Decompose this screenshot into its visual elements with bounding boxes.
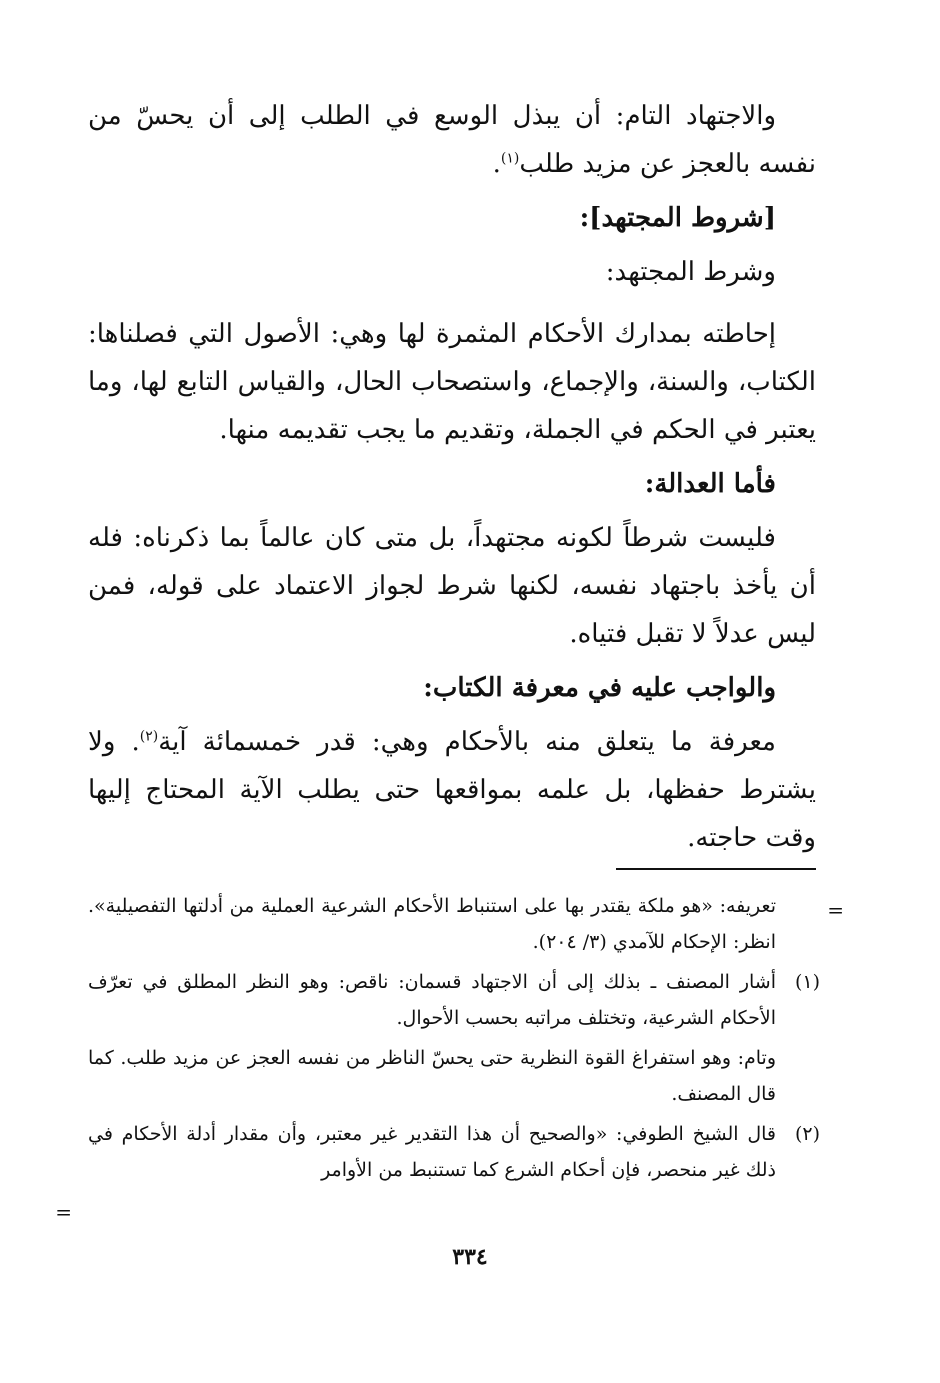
paragraph-justice: فليست شرطاً لكونه مجتهداً، بل متى كان عالماً بما ذكرناه: فله أن يأخذ باجتهاد نفسه، لكنها شرط لجواز الاعتماد على قوله، فمن ليس عدلاً لا تقبل فتياه. (88, 523, 816, 649)
footnote-text: أشار المصنف ـ بذلك إلى أن الاجتهاد قسمان: ناقص: وهو النظر المطلق في تعرّف الأحكام الشرعية، وتختلف مراتبه بحسب الأحوال. (88, 971, 776, 1029)
paragraph-text: والاجتهاد التام: أن يبذل الوسع في الطلب إلى أن يحسّ من نفسه بالعجز عن مزيد طلب (88, 101, 816, 179)
continuation-mark-bottom: = (55, 1200, 72, 1224)
page-number: ٣٣٤ (452, 1244, 488, 1270)
section-heading-conditions: [شروط المجتهد]: (579, 203, 776, 233)
footnotes (88, 888, 820, 1192)
footnote-2 (88, 1116, 820, 1188)
paragraph-condition-intro: وشرط المجتهد: (605, 257, 776, 287)
footnote-ref-1[interactable]: (١) (500, 150, 520, 167)
section-heading-book: والواجب عليه في معرفة الكتاب: (423, 673, 776, 703)
footnote-text: وتام: وهو استفراغ القوة النظرية حتى يحسّ الناظر من نفسه العجز عن مزيد طلب. كما قال المصنف. (88, 1047, 776, 1105)
paragraph-complete-ijtihad (88, 92, 816, 188)
footnote-number: (٢) (794, 1123, 820, 1145)
paragraph-sources: إحاطته بمدارك الأحكام المثمرة لها وهي: الأصول التي فصلناها: الكتاب، والسنة، والإجماع، واستصحاب الحال، والقياس التابع لها، وما يعتبر في الحكم في الجملة، وتقديم ما يجب تقديمه منها. (88, 319, 816, 445)
section-heading-justice: فأما العدالة: (644, 469, 776, 499)
footnote-1-continued (88, 1040, 820, 1112)
footnote-1 (88, 964, 820, 1036)
footnote-number: (١) (794, 971, 820, 993)
footnote-separator (616, 868, 816, 870)
punctuation: . (492, 149, 501, 179)
main-text (88, 92, 816, 862)
continuation-mark-top: = (827, 898, 844, 922)
footnote-text: قال الشيخ الطوفي: «والصحيح أن هذا التقدير غير معتبر، وأن مقدار أدلة الأحكام في ذلك غير منحصر، فإن أحكام الشرع كما تستنبط من الأوامر (88, 1123, 776, 1181)
paragraph-text-continued: . ولا يشترط حفظها، بل علمه بمواقعها حتى يطلب الآية المحتاج إليها وقت حاجته. (88, 727, 816, 853)
footnote-continued (88, 888, 820, 960)
paragraph-book (88, 718, 816, 862)
footnote-ref-2[interactable]: (٢) (139, 728, 159, 745)
footnote-text: تعريفه: «هو ملكة يقتدر بها على استنباط الأحكام الشرعية العملية من أدلتها التفصيلية». انظر: الإحكام للآمدي (٣/ ٢٠٤). (88, 895, 776, 953)
paragraph-text: معرفة ما يتعلق منه بالأحكام وهي: قدر خمسمائة آية (158, 727, 776, 757)
